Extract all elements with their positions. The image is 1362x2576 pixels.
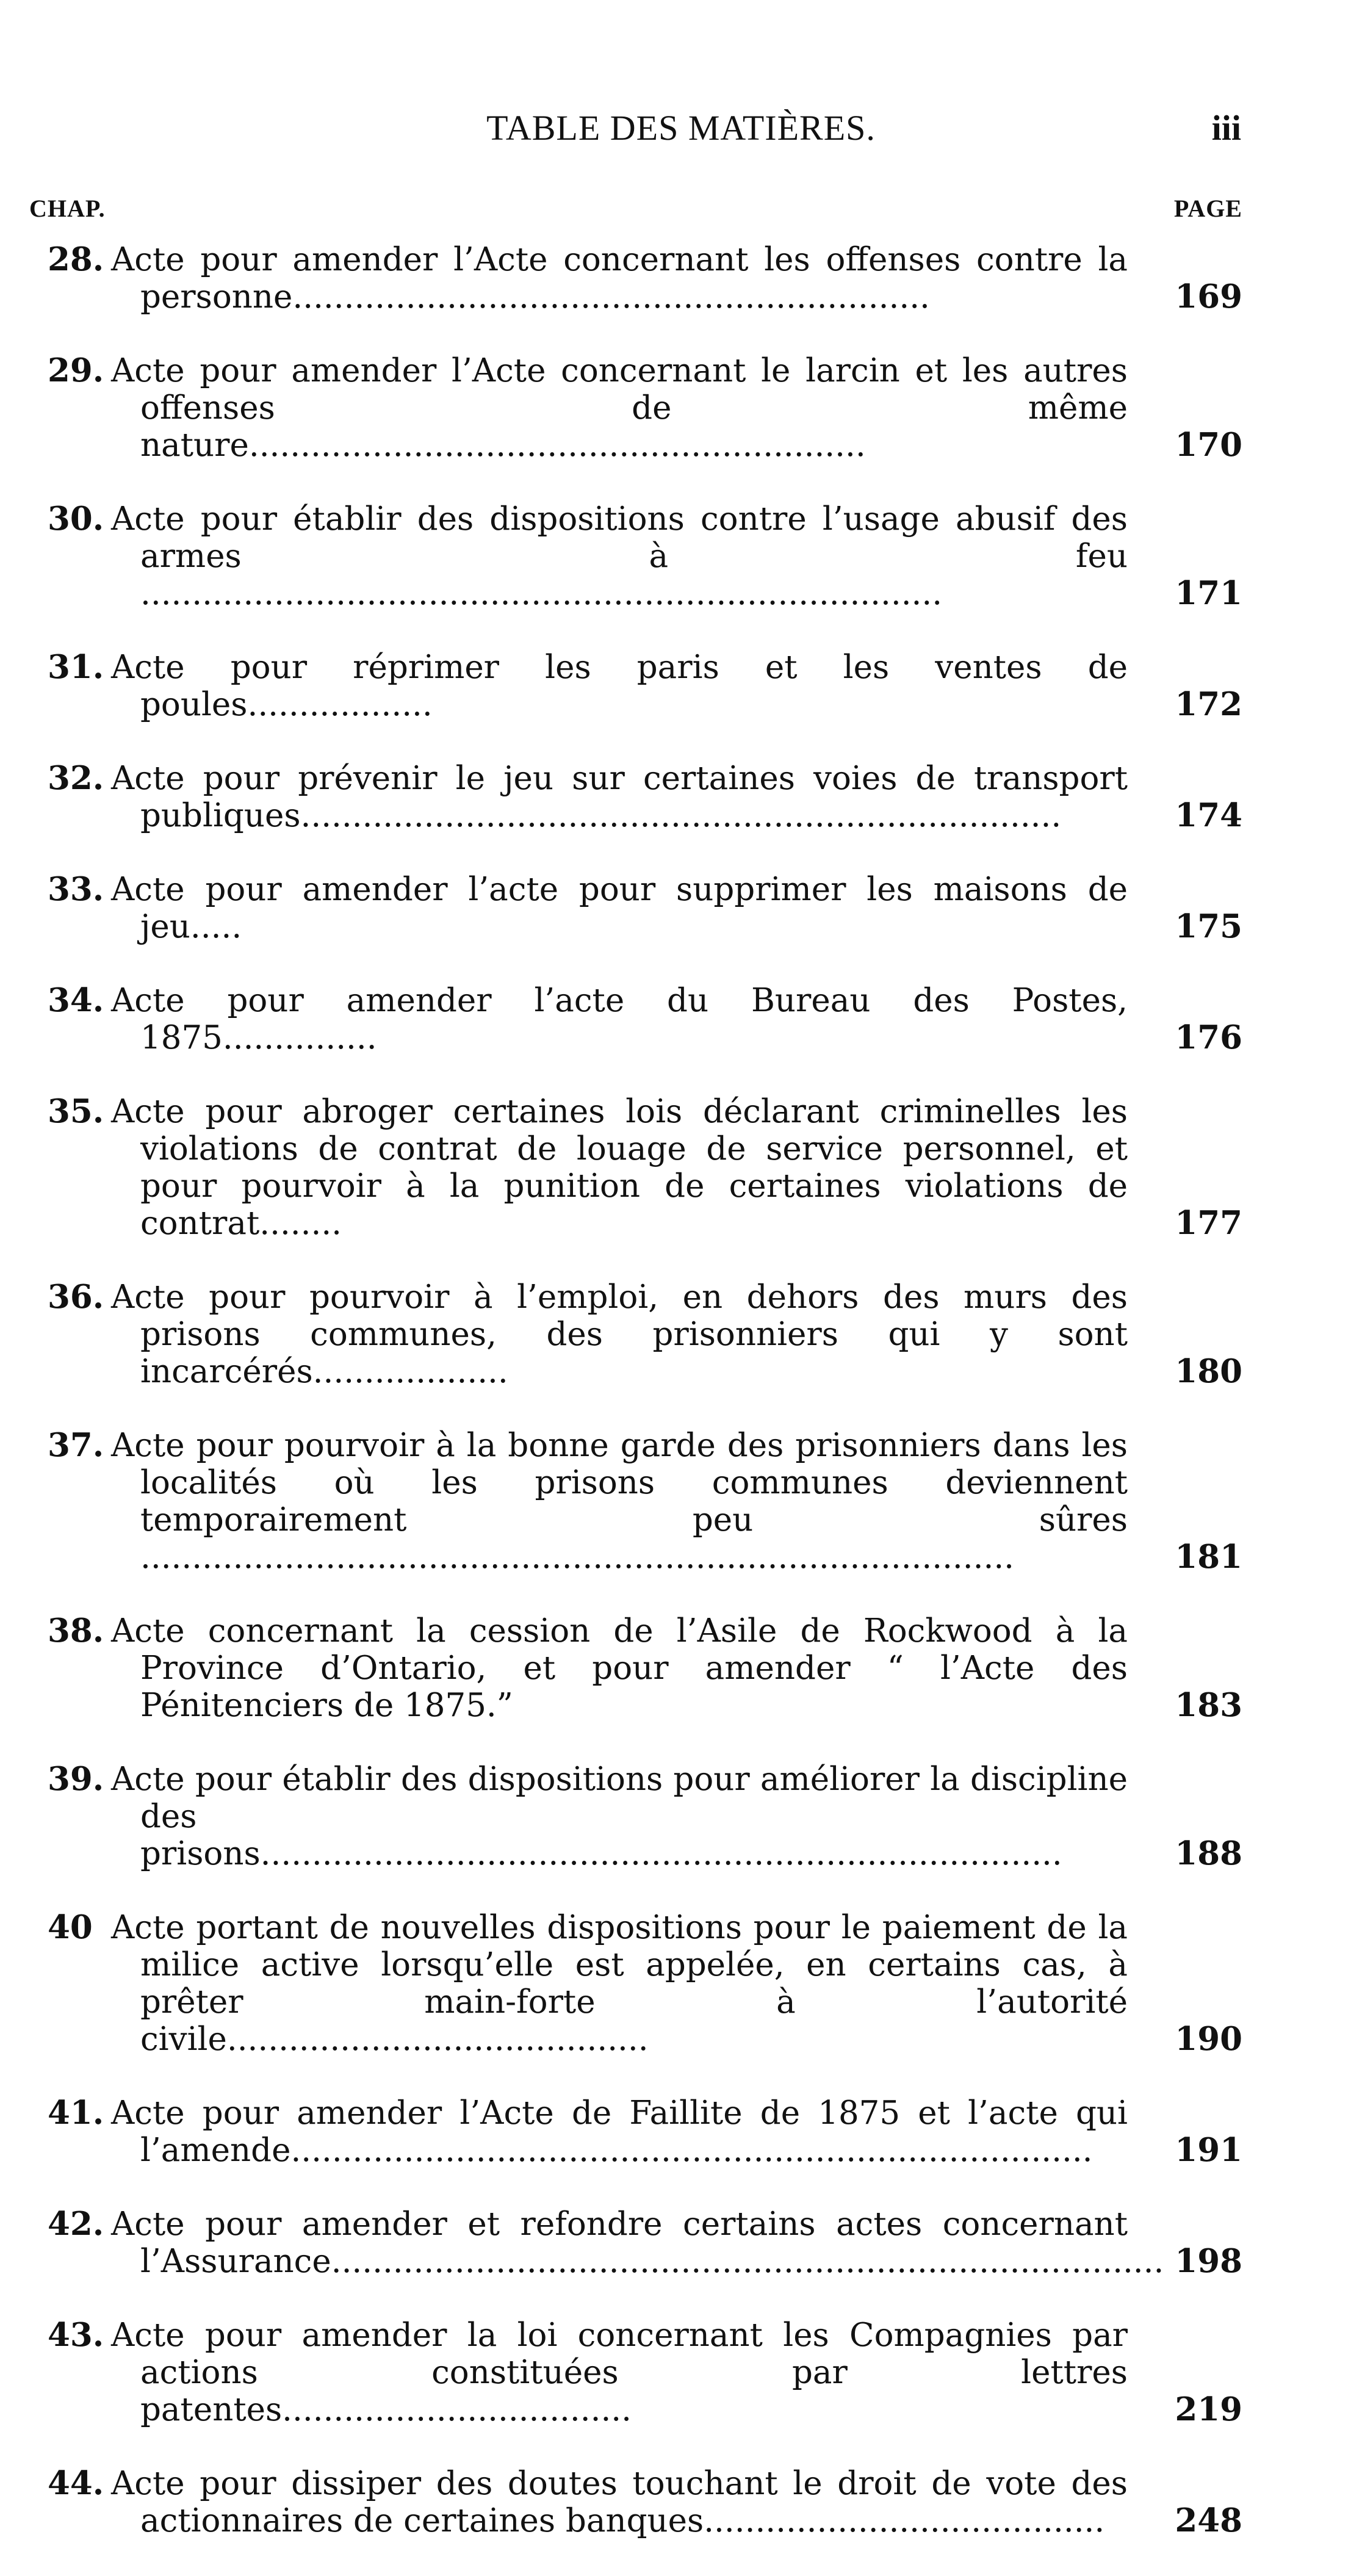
chapter-number: 37. <box>48 1426 104 1464</box>
chapter-number: 41. <box>48 2094 104 2132</box>
table-of-contents <box>48 241 1242 2576</box>
entry-title: Acte concernant la cession de l’Asile de Rockwood à la Province d’Ontario, et pour amender “ l’Acte des Pénitenciers de 1875.” <box>111 1612 1128 1724</box>
entry-page: 170 <box>1175 426 1242 464</box>
entry-title: Acte pour abroger certaines lois déclarant criminelles les violations de contrat de louage de service personnel, et pour pourvoir à la punition de certaines violations de contrat........ <box>111 1093 1128 1242</box>
toc-entry <box>48 1279 1242 1390</box>
chapter-number: 29. <box>48 352 104 389</box>
entry-title: Acte pour amender l’Acte concernant le larcin et les autres offenses de même nature............................................................ <box>111 352 1128 464</box>
entry-title: Acte pour réprimer les paris et les ventes de poules.................. <box>111 649 1128 723</box>
chapter-number: 31. <box>48 648 104 686</box>
page-title: TABLE DES MATIÈRES. <box>486 108 876 148</box>
chapter-number: 32. <box>48 759 104 797</box>
toc-entry <box>48 2206 1242 2280</box>
toc-entry <box>48 500 1242 612</box>
toc-entry <box>48 2317 1242 2428</box>
toc-entry <box>48 1909 1242 2058</box>
chapter-number: 33. <box>48 870 104 908</box>
chapter-number: 44. <box>48 2464 104 2502</box>
entry-title: Acte pour amender l’acte du Bureau des Postes, 1875............... <box>111 982 1128 1056</box>
toc-entry <box>48 982 1242 1056</box>
entry-page: 172 <box>1175 685 1242 723</box>
toc-entry <box>48 1427 1242 1576</box>
chapter-number: 43. <box>48 2316 104 2354</box>
entry-title: Acte pour établir des dispositions pour améliorer la discipline des prisons.............................................................................. <box>111 1761 1128 1872</box>
chapter-number: 38. <box>48 1612 104 1650</box>
entry-title: Acte pour amender la loi concernant les Compagnies par actions constituées par lettres patentes.................................. <box>111 2317 1128 2428</box>
column-heading-chap: CHAP. <box>29 195 106 222</box>
entry-page: 176 <box>1175 1019 1242 1056</box>
toc-entry <box>48 352 1242 464</box>
roman-page-number: iii <box>1211 108 1241 148</box>
entry-title: Acte pour amender l’Acte de Faillite de 1875 et l’acte qui l’amende.............................................................................. <box>111 2094 1128 2169</box>
entry-page: 190 <box>1175 2020 1242 2058</box>
entry-page: 175 <box>1175 907 1242 945</box>
entry-page: 188 <box>1175 1835 1242 1872</box>
entry-title: Acte pour dissiper des doutes touchant le droit de vote des actionnaires de certaines banques....................................... <box>111 2465 1128 2539</box>
entry-page: 169 <box>1175 278 1242 316</box>
chapter-number: 42. <box>48 2205 104 2243</box>
chapter-number: 28. <box>48 240 104 278</box>
entry-title: Acte pour amender l’Acte concernant les offenses contre la personne.............................................................. <box>111 241 1128 316</box>
chapter-number: 35. <box>48 1092 104 1130</box>
entry-page: 181 <box>1175 1538 1242 1576</box>
entry-page: 171 <box>1175 574 1242 612</box>
entry-title: Acte pour pourvoir à la bonne garde des prisonniers dans les localités où les prisons communes deviennent temporairement peu sûres ..................................................................................... <box>111 1427 1128 1576</box>
entry-title: Acte portant de nouvelles dispositions pour le paiement de la milice active lorsqu’elle est appelée, en certains cas, à prêter main-forte à l’autorité civile......................................... <box>111 1909 1128 2058</box>
toc-entry <box>48 871 1242 945</box>
entry-title: Acte pour amender et refondre certains actes concernant l’Assurance................................................................................. <box>111 2206 1164 2280</box>
entry-page: 174 <box>1175 796 1242 834</box>
entry-title: Acte pour établir des dispositions contre l’usage abusif des armes à feu .............................................................................. <box>111 500 1128 612</box>
entry-title: Acte pour amender l’acte pour supprimer les maisons de jeu..... <box>111 871 1128 945</box>
entry-page: 219 <box>1175 2390 1242 2428</box>
toc-entry <box>48 1093 1242 1242</box>
chapter-number: 34. <box>48 981 104 1019</box>
entry-page: 180 <box>1175 1352 1242 1390</box>
entry-page: 248 <box>1175 2502 1242 2539</box>
chapter-number: 40 <box>48 1908 93 1946</box>
entry-page: 191 <box>1175 2131 1242 2169</box>
entry-page: 183 <box>1175 1686 1242 1724</box>
chapter-number: 39. <box>48 1760 104 1798</box>
toc-entry <box>48 760 1242 834</box>
toc-entry <box>48 2094 1242 2169</box>
toc-entry <box>48 241 1242 316</box>
entry-title: Acte pour pourvoir à l’emploi, en dehors des murs des prisons communes, des prisonniers qui y sont incarcérés................... <box>111 1279 1128 1390</box>
toc-entry <box>48 1612 1242 1724</box>
entry-page: 198 <box>1175 2242 1242 2280</box>
toc-entry <box>48 649 1242 723</box>
column-heading-page: PAGE <box>1173 195 1242 222</box>
chapter-number: 36. <box>48 1278 104 1316</box>
chapter-number: 30. <box>48 500 104 538</box>
entry-title: Acte pour prévenir le jeu sur certaines voies de transport publiques.......................................................................... <box>111 760 1128 834</box>
entry-page: 177 <box>1175 1204 1242 1242</box>
toc-entry <box>48 2465 1242 2539</box>
toc-entry <box>48 1761 1242 1872</box>
